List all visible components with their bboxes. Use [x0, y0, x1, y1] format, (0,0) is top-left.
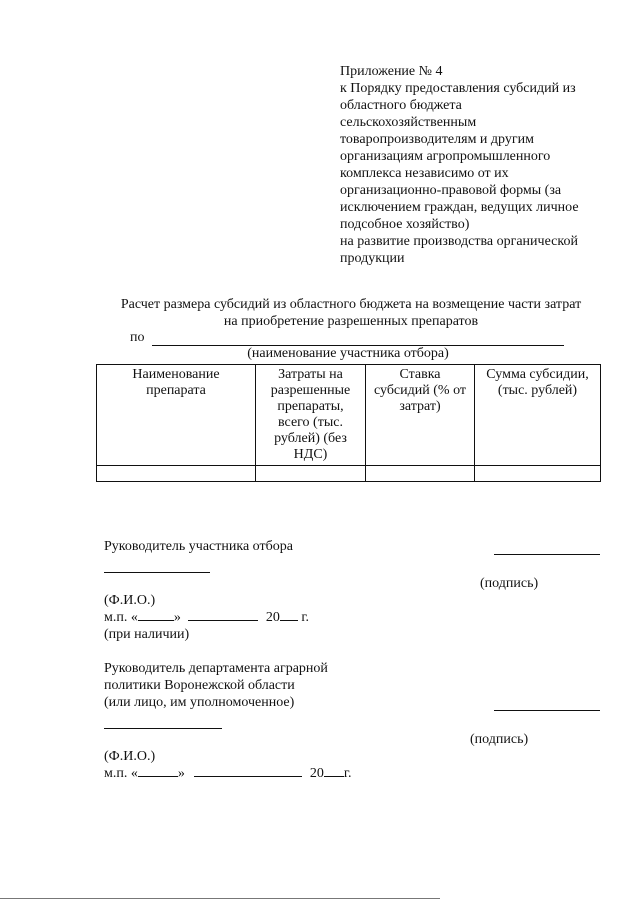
signer1-mp-date	[104, 609, 309, 626]
appendix-line: организационно-правовой формы (за	[340, 183, 562, 198]
signer1-fio-line	[104, 572, 210, 573]
table-header-row	[97, 365, 601, 466]
month-blank	[194, 776, 302, 777]
signer2-signature-line	[494, 710, 600, 711]
signer2-fio-caption: (Ф.И.О.)	[104, 749, 156, 764]
year-prefix: 20	[309, 766, 324, 781]
appendix-line: сельскохозяйственным	[340, 115, 477, 130]
day-blank	[138, 776, 178, 777]
appendix-header	[340, 63, 610, 267]
year-prefix: 20	[265, 610, 280, 625]
appendix-line: товаропроизводителям и другим	[340, 132, 534, 147]
signer1-signature-line	[494, 554, 600, 555]
appendix-line: Приложение № 4	[340, 64, 443, 79]
col-header-sum: Сумма субсидии, (тыс. рублей)	[475, 365, 601, 466]
subsidy-table	[96, 364, 601, 482]
day-blank	[138, 620, 174, 621]
participant-caption: (наименование участника отбора)	[247, 346, 449, 361]
year-blank	[280, 620, 298, 621]
signer1-role: Руководитель участника отбора	[104, 539, 293, 554]
appendix-line: к Порядку предоставления субсидий из	[340, 81, 576, 96]
table-cell	[366, 466, 475, 482]
appendix-line: исключением граждан, ведущих личное	[340, 200, 579, 215]
col-header-costs: Затраты на разрешенные препараты, всего (тыс. рублей) (без НДС)	[256, 365, 366, 466]
table-cell	[475, 466, 601, 482]
appendix-line: организациям агропромышленного	[340, 149, 551, 164]
table-row	[97, 466, 601, 482]
signer1-signature-caption: (подпись)	[480, 576, 539, 591]
table-cell	[97, 466, 256, 482]
document-title-line2: на приобретение разрешенных препаратов	[223, 314, 479, 329]
appendix-line: продукции	[340, 251, 405, 266]
mp-prefix: м.п. «	[104, 610, 138, 625]
col-header-rate: Ставка субсидий (% от затрат)	[366, 365, 475, 466]
document-title-line1: Расчет размера субсидий из областного бюджета на возмещение части затрат	[120, 297, 582, 312]
signer2-role-line1: Руководитель департамента аграрной	[104, 661, 328, 676]
signer1-note: (при наличии)	[104, 627, 190, 642]
year-suffix: г.	[343, 766, 352, 781]
mp-prefix: м.п. «	[104, 766, 138, 781]
year-suffix: г.	[301, 610, 310, 625]
appendix-line: комплекса независимо от их	[340, 166, 509, 181]
signer2-role-line3: (или лицо, им уполномоченное)	[104, 695, 295, 710]
year-blank	[324, 776, 344, 777]
table-cell	[256, 466, 366, 482]
month-blank	[188, 620, 258, 621]
mp-mid: »	[173, 610, 181, 625]
mp-mid: »	[177, 766, 185, 781]
signer2-signature-caption: (подпись)	[470, 732, 529, 747]
signer2-fio-line	[104, 728, 222, 729]
footer-divider	[0, 898, 440, 899]
po-label: по	[130, 330, 145, 345]
appendix-line: на развитие производства органической	[340, 234, 578, 249]
signer1-fio-caption: (Ф.И.О.)	[104, 593, 156, 608]
signer2-mp-date	[104, 765, 352, 782]
col-header-preparation: Наименование препарата	[97, 365, 256, 466]
signer2-role-line2: политики Воронежской области	[104, 678, 295, 693]
appendix-line: областного бюджета	[340, 98, 462, 113]
appendix-line: подсобное хозяйство)	[340, 217, 470, 232]
